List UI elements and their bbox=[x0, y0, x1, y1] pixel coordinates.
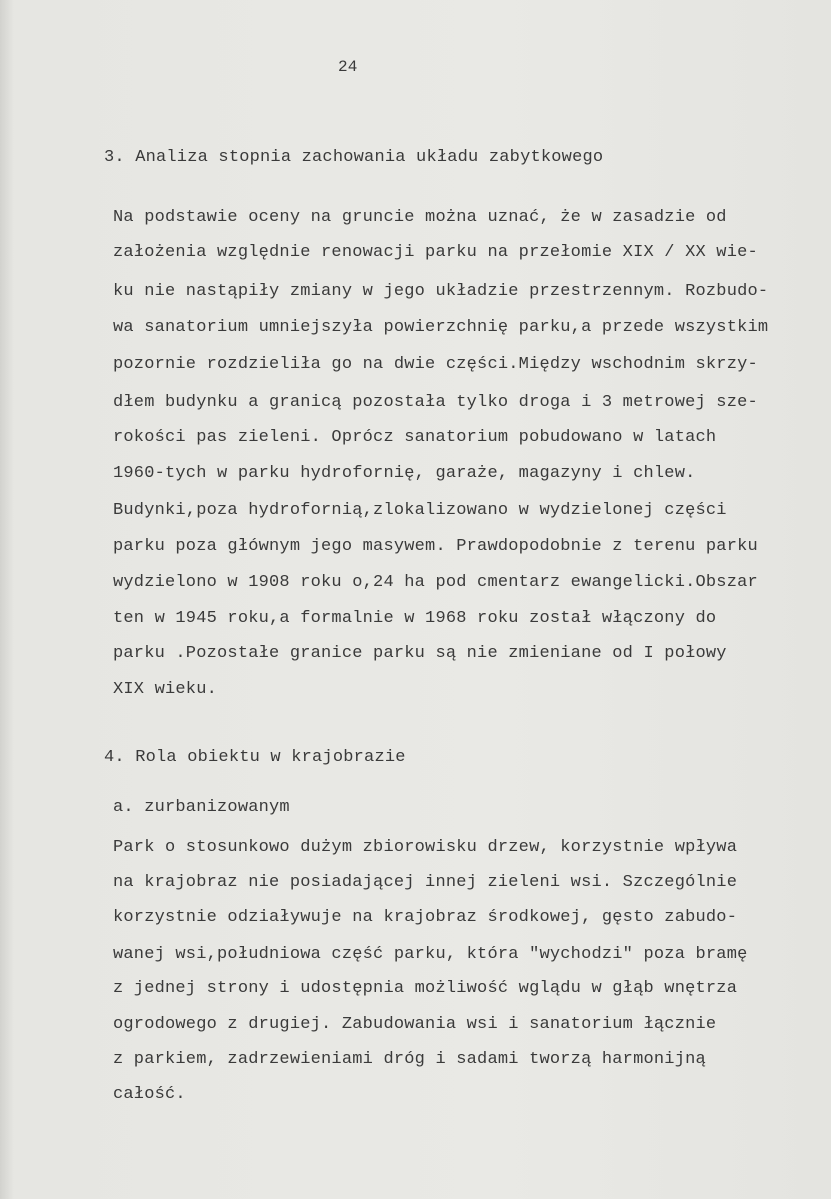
text-line: dłem budynku a granicą pozostała tylko droga i 3 metrowej sze- bbox=[113, 393, 758, 412]
text-line: 1960-tych w parku hydrofornię, garaże, magazyny i chlew. bbox=[113, 464, 696, 483]
section-4-heading: 4. Rola obiektu w krajobrazie bbox=[104, 748, 406, 767]
text-line: ogrodowego z drugiej. Zabudowania wsi i sanatorium łącznie bbox=[113, 1015, 717, 1034]
text-line: Budynki,poza hydrofornią,zlokalizowano w wydzielonej części bbox=[113, 501, 727, 520]
text-line: całość. bbox=[113, 1085, 186, 1104]
text-line: z parkiem, zadrzewieniami dróg i sadami tworzą harmonijną bbox=[113, 1050, 706, 1069]
page-number: 24 bbox=[338, 58, 358, 76]
text-line: parku .Pozostałe granice parku są nie zmieniane od I połowy bbox=[113, 644, 727, 663]
text-line: Park o stosunkowo dużym zbiorowisku drzew, korzystnie wpływa bbox=[113, 838, 738, 857]
text-line: XIX wieku. bbox=[113, 680, 218, 699]
section-4-subheading: a. zurbanizowanym bbox=[113, 798, 290, 817]
text-line: korzystnie odziaływuje na krajobraz środkowej, gęsto zabudo- bbox=[113, 908, 738, 927]
text-line: wydzielono w 1908 roku o,24 ha pod cmentarz ewangelicki.Obszar bbox=[113, 573, 758, 592]
text-line: ten w 1945 roku,a formalnie w 1968 roku został włączony do bbox=[113, 609, 717, 628]
text-line: wa sanatorium umniejszyła powierzchnię parku,a przede wszystkim bbox=[113, 318, 769, 337]
text-line: rokości pas zieleni. Oprócz sanatorium pobudowano w latach bbox=[113, 428, 717, 447]
text-line: założenia względnie renowacji parku na przełomie XIX / XX wie- bbox=[113, 243, 758, 262]
text-line: z jednej strony i udostępnia możliwość wglądu w głąb wnętrza bbox=[113, 979, 738, 998]
text-line: wanej wsi,południowa część parku, która "wychodzi" poza bramę bbox=[113, 945, 748, 964]
text-line: pozornie rozdzieliła go na dwie części.Między wschodnim skrzy- bbox=[113, 355, 758, 374]
text-line: na krajobraz nie posiadającej innej zieleni wsi. Szczególnie bbox=[113, 873, 738, 892]
text-line: ku nie nastąpiły zmiany w jego układzie przestrzennym. Rozbudo- bbox=[113, 282, 769, 301]
section-3-heading: 3. Analiza stopnia zachowania układu zabytkowego bbox=[104, 148, 604, 167]
text-line: Na podstawie oceny na gruncie można uznać, że w zasadzie od bbox=[113, 208, 727, 227]
text-line: parku poza głównym jego masywem. Prawdopodobnie z terenu parku bbox=[113, 537, 758, 556]
